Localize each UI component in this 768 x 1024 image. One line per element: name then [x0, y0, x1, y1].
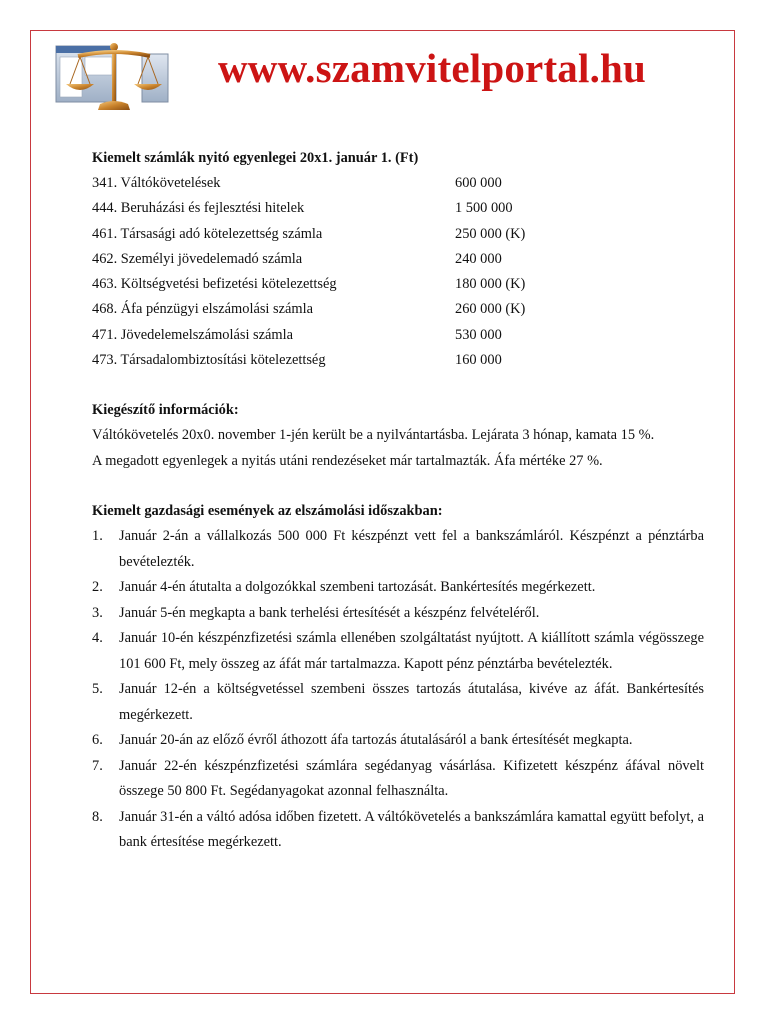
event-item: [92, 524, 704, 575]
event-item: [92, 575, 704, 601]
event-item: [92, 626, 704, 677]
opening-balances-title: Kiemelt számlák nyitó egyenlegei 20x1. január 1. (Ft): [92, 150, 419, 166]
account-name: 468. Áfa pénzügyi elszámolási számla: [92, 301, 313, 318]
account-name: 462. Személyi jövedelemadó számla: [92, 250, 303, 267]
event-number: 2.: [92, 579, 103, 596]
account-amount: 180 000 (K): [455, 276, 526, 293]
additional-info-text: [92, 423, 704, 474]
site-url-title: www.szamvitelportal.hu: [218, 45, 647, 91]
account-name: 473. Társadalombiztosítási kötelezettség: [92, 352, 326, 369]
balance-row: [92, 297, 704, 322]
account-name: 444. Beruházási és fejlesztési hitelek: [92, 200, 305, 217]
account-amount: 1 500 000: [455, 200, 513, 217]
event-number: 1.: [92, 528, 103, 545]
event-item: [92, 754, 704, 805]
account-name: 461. Társasági adó kötelezettség számla: [92, 225, 323, 242]
balance-row: [92, 323, 704, 348]
event-text: Január 5-én megkapta a bank terhelési értesítését a készpénz felvételéről.: [119, 604, 540, 621]
event-text: Január 12-én a költségvetéssel szembeni összes tartozás átutalása, kivéve az áfát. Bankértesítés megérkezett.: [119, 681, 704, 723]
document-body: [92, 146, 704, 856]
event-text: Január 10-én készpénzfizetési számla ellenében szolgáltatást nyújtott. A kiállított számla végösszege 101 600 Ft, mely összeg az áfát már tartalmazza. Kapott pénz pénztárba bevételezték.: [119, 630, 704, 672]
account-amount: 600 000: [455, 175, 502, 191]
event-text: Január 20-án az előző évről áthozott áfa tartozás átutalásáról a bank értesítését megkapta.: [119, 732, 633, 749]
event-item: [92, 677, 704, 728]
events-title: Kiemelt gazdasági események az elszámolási időszakban:: [92, 503, 443, 520]
event-number: 7.: [92, 757, 103, 774]
balance-row: [92, 171, 704, 196]
balance-row: [92, 247, 704, 272]
event-item: [92, 728, 704, 754]
account-amount: 250 000 (K): [455, 225, 526, 242]
event-text: Január 4-én átutalta a dolgozókkal szembeni tartozását. Bankértesítés megérkezett.: [119, 579, 596, 596]
account-amount: 530 000: [455, 326, 502, 343]
event-text: Január 22-én készpénzfizetési számlára segédanyag vásárlása. Kifizetett készpénz áfával növelt összege 50 800 Ft. Segédanyagokat azonnal felhasználta.: [119, 757, 704, 800]
balance-row: [92, 196, 704, 221]
balance-row: [92, 222, 704, 247]
balance-row: [92, 348, 704, 373]
info-line: Váltókövetelés 20x0. november 1-jén került be a nyilvántartásba. Lejárata 3 hónap, kamata 15 %.: [92, 427, 655, 444]
event-item: [92, 805, 704, 856]
event-text: Január 2-án a vállalkozás 500 000 Ft készpénzt vett fel a bankszámláról. Készpénzt a pénztárba bevételezték.: [119, 528, 704, 570]
event-item: [92, 601, 704, 627]
info-line: A megadott egyenlegek a nyitás utáni rendezéseket már tartalmazták. Áfa mértéke 27 %.: [92, 452, 603, 469]
event-number: 3.: [92, 604, 103, 621]
event-number: 5.: [92, 681, 103, 698]
opening-balances-table: [92, 171, 704, 373]
account-name: 463. Költségvetési befizetési kötelezettség: [92, 276, 337, 293]
account-amount: 240 000: [455, 250, 502, 267]
additional-info-title: Kiegészítő információk:: [92, 402, 239, 419]
account-amount: 260 000 (K): [455, 301, 526, 318]
events-list: [92, 524, 704, 856]
account-name: 341. Váltókövetelések: [92, 175, 221, 191]
account-name: 471. Jövedelemelszámolási számla: [92, 326, 294, 343]
scales-logo-icon: [54, 40, 172, 116]
event-number: 4.: [92, 630, 103, 647]
balance-row: [92, 272, 704, 297]
event-number: 8.: [92, 808, 103, 825]
account-amount: 160 000: [455, 352, 502, 369]
event-number: 6.: [92, 732, 103, 749]
event-text: Január 31-én a váltó adósa időben fizetett. A váltókövetelés a bankszámlára kamattal együtt befolyt, a bank értesítése megérkezett.: [119, 808, 705, 851]
